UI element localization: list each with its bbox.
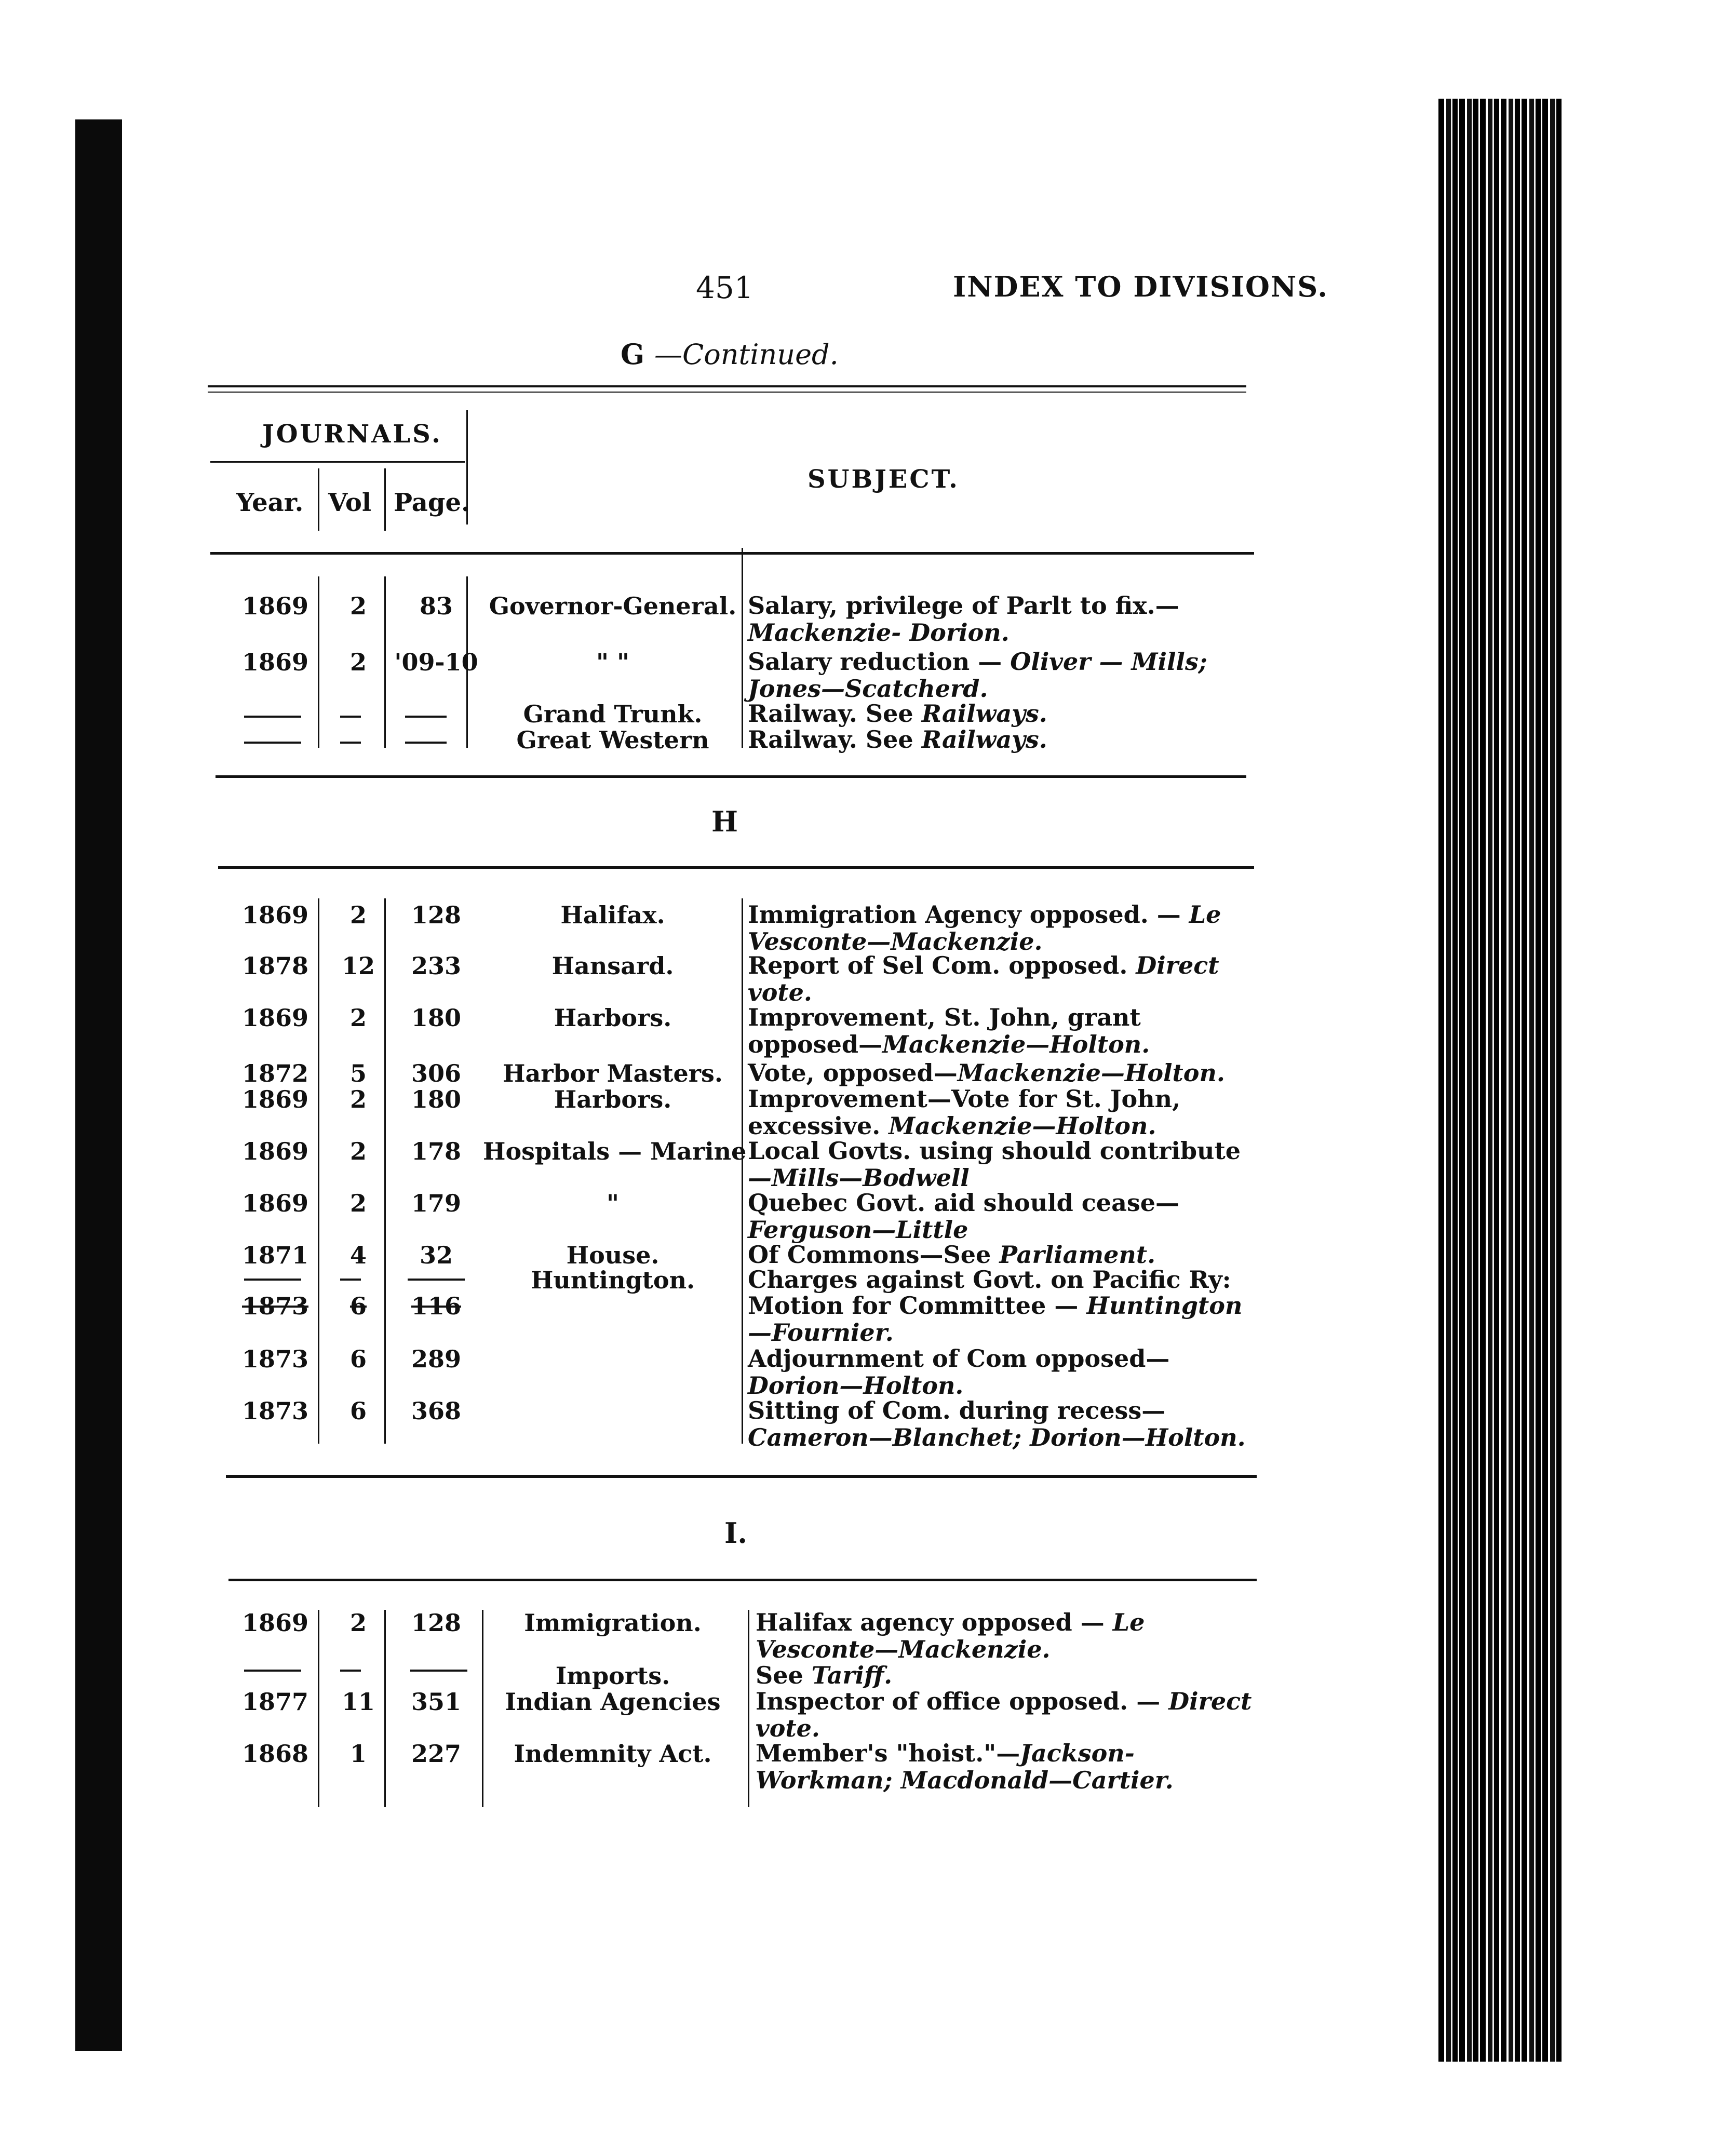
journals-rule	[210, 461, 465, 463]
ditto-dash	[408, 1279, 465, 1281]
section-heading-i: I.	[724, 1516, 748, 1550]
page-cell: 233	[411, 952, 462, 980]
topic-cell: Halifax.	[560, 901, 665, 929]
subject-cell: Improvement, St. John, grant opposed—Mackenzie—Holton.	[748, 1003, 1150, 1058]
subject-cell: See Tariff.	[756, 1661, 893, 1689]
vol-cell: 2	[349, 1137, 367, 1165]
topic-cell: Great Western	[516, 726, 709, 754]
ditto-dash	[340, 1279, 361, 1281]
ditto-dash	[410, 1670, 467, 1672]
running-title: INDEX TO DIVISIONS.	[953, 270, 1329, 303]
journals-header: JOURNALS.	[262, 420, 442, 449]
page-cell: 179	[411, 1189, 462, 1217]
topic-cell: Hospitals — Marine	[483, 1137, 747, 1165]
subject-cell: Quebec Govt. aid should cease—Ferguson—Little	[748, 1189, 1180, 1244]
year-header: Year.	[236, 488, 304, 517]
topic-cell: House.	[566, 1241, 660, 1269]
column-divider	[318, 898, 319, 1444]
ditto-dash	[244, 1670, 301, 1672]
vol-cell: 4	[349, 1241, 367, 1269]
vol-cell: 1	[349, 1740, 367, 1768]
ditto-dash	[244, 716, 301, 718]
year-cell: 1869	[241, 1004, 309, 1032]
section-rule	[218, 866, 1254, 869]
topic-cell: Hansard.	[551, 952, 674, 980]
year-cell: 1873	[241, 1292, 309, 1320]
year-cell: 1869	[241, 592, 309, 620]
vol-cell: 2	[349, 1004, 367, 1032]
topic-cell: Imports.	[555, 1662, 670, 1690]
column-divider	[466, 410, 468, 524]
page-header: Page.	[394, 488, 470, 517]
vol-cell: 11	[341, 1688, 375, 1716]
page-cell: 351	[411, 1688, 462, 1716]
subject-cell: Salary, privilege of Parlt to fix.—Mackenzie- Dorion.	[748, 591, 1179, 647]
vol-cell: 6	[349, 1397, 367, 1425]
column-divider	[318, 1610, 319, 1807]
subject-cell: Report of Sel Com. opposed. Direct vote.	[748, 951, 1219, 1006]
ditto-dash	[405, 742, 447, 744]
vol-cell: 2	[349, 648, 367, 676]
vol-cell: 2	[349, 901, 367, 929]
page-cell: 368	[411, 1397, 462, 1425]
subject-cell: Inspector of office opposed. — Direct vote.	[756, 1687, 1252, 1742]
column-divider	[384, 468, 386, 531]
column-divider	[742, 898, 743, 1444]
vol-cell: 6	[349, 1292, 367, 1320]
topic-cell: " "	[596, 648, 629, 676]
topic-cell: Harbors.	[554, 1004, 672, 1032]
subject-cell: Immigration Agency opposed. — Le Vesconte—Mackenzie.	[748, 900, 1221, 956]
subject-cell: Local Govts. using should contribute —Mills—Bodwell	[748, 1137, 1241, 1192]
topic-cell: Harbors.	[554, 1085, 672, 1113]
page-cell: 289	[411, 1345, 462, 1373]
topic-cell: Harbor Masters.	[503, 1059, 723, 1087]
subject-cell: Member's "hoist."—Jackson-Workman; Macdonald—Cartier.	[756, 1739, 1174, 1794]
year-cell: 1869	[241, 1609, 309, 1637]
section-rule	[228, 1579, 1257, 1581]
vol-cell: 5	[349, 1059, 367, 1087]
top-table-rule	[208, 385, 1246, 393]
topic-cell: Immigration.	[524, 1609, 702, 1637]
ditto-dash	[340, 716, 361, 718]
page-cell: 32	[419, 1241, 453, 1269]
year-cell: 1873	[241, 1397, 309, 1425]
book-edge-right	[1438, 99, 1563, 2062]
page-cell: 128	[411, 1609, 462, 1637]
topic-cell: "	[607, 1189, 619, 1217]
ditto-dash	[244, 1279, 301, 1281]
year-cell: 1868	[241, 1740, 309, 1768]
page-cell: '09-10	[394, 648, 478, 676]
subject-cell: Vote, opposed—Mackenzie—Holton.	[748, 1059, 1225, 1087]
vol-header: Vol	[328, 488, 372, 517]
subject-cell: Motion for Committee — Huntington —Fournier.	[748, 1292, 1243, 1347]
header-bottom-rule	[210, 552, 1254, 555]
page-cell: 116	[411, 1292, 462, 1320]
subject-cell: Adjournment of Com opposed—Dorion—Holton.	[748, 1344, 1170, 1400]
ditto-dash	[244, 742, 301, 744]
year-cell: 1877	[241, 1688, 309, 1716]
column-divider	[318, 468, 319, 531]
vol-cell: 12	[341, 952, 375, 980]
vol-cell: 2	[349, 592, 367, 620]
page-cell: 306	[411, 1059, 462, 1087]
ditto-dash	[340, 742, 361, 744]
vol-cell: 2	[349, 1189, 367, 1217]
vol-cell: 2	[349, 1609, 367, 1637]
subject-cell: Improvement—Vote for St. John, excessive. Mackenzie—Holton.	[748, 1085, 1181, 1140]
subject-cell: Of Commons—See Parliament.	[748, 1241, 1156, 1269]
page-cell: 180	[411, 1085, 462, 1113]
year-cell: 1871	[241, 1241, 309, 1269]
subject-cell: Railway. See Railways.	[748, 699, 1047, 728]
topic-cell: Governor-General.	[489, 592, 737, 620]
subject-header: SUBJECT.	[808, 465, 960, 494]
vol-cell: 2	[349, 1085, 367, 1113]
subject-cell: Halifax agency opposed — Le Vesconte—Mackenzie.	[756, 1608, 1145, 1663]
year-cell: 1869	[241, 1137, 309, 1165]
page-cell: 180	[411, 1004, 462, 1032]
year-cell: 1873	[241, 1345, 309, 1373]
year-cell: 1878	[241, 952, 309, 980]
topic-cell: Indemnity Act.	[514, 1740, 712, 1768]
year-cell: 1872	[241, 1059, 309, 1087]
year-cell: 1869	[241, 1189, 309, 1217]
topic-cell: Huntington.	[530, 1266, 695, 1294]
year-cell: 1869	[241, 901, 309, 929]
page-number: 451	[696, 270, 753, 305]
page-cell: 178	[411, 1137, 462, 1165]
column-divider	[318, 576, 319, 748]
year-cell: 1869	[241, 1085, 309, 1113]
section-rule	[216, 775, 1246, 778]
section-heading-g: G —Continued.	[621, 338, 839, 371]
page-cell: 83	[419, 592, 453, 620]
topic-cell: Indian Agencies	[505, 1688, 721, 1716]
ditto-dash	[340, 1670, 361, 1672]
subject-cell: Railway. See Railways.	[748, 725, 1047, 754]
section-heading-h: H	[711, 805, 738, 838]
subject-cell: Sitting of Com. during recess—Cameron—Blanchet; Dorion—Holton.	[748, 1396, 1246, 1451]
column-divider	[748, 1610, 749, 1807]
subject-cell: Charges against Govt. on Pacific Ry:	[748, 1266, 1231, 1294]
page-cell: 128	[411, 901, 462, 929]
section-rule	[226, 1475, 1257, 1478]
year-cell: 1869	[241, 648, 309, 676]
page-cell: 227	[411, 1740, 462, 1768]
ditto-dash	[405, 716, 447, 718]
scan-margin-left	[75, 119, 122, 2051]
topic-cell: Grand Trunk.	[523, 700, 703, 728]
vol-cell: 6	[349, 1345, 367, 1373]
subject-cell: Salary reduction — Oliver — Mills; Jones—Scatcherd.	[748, 648, 1207, 703]
